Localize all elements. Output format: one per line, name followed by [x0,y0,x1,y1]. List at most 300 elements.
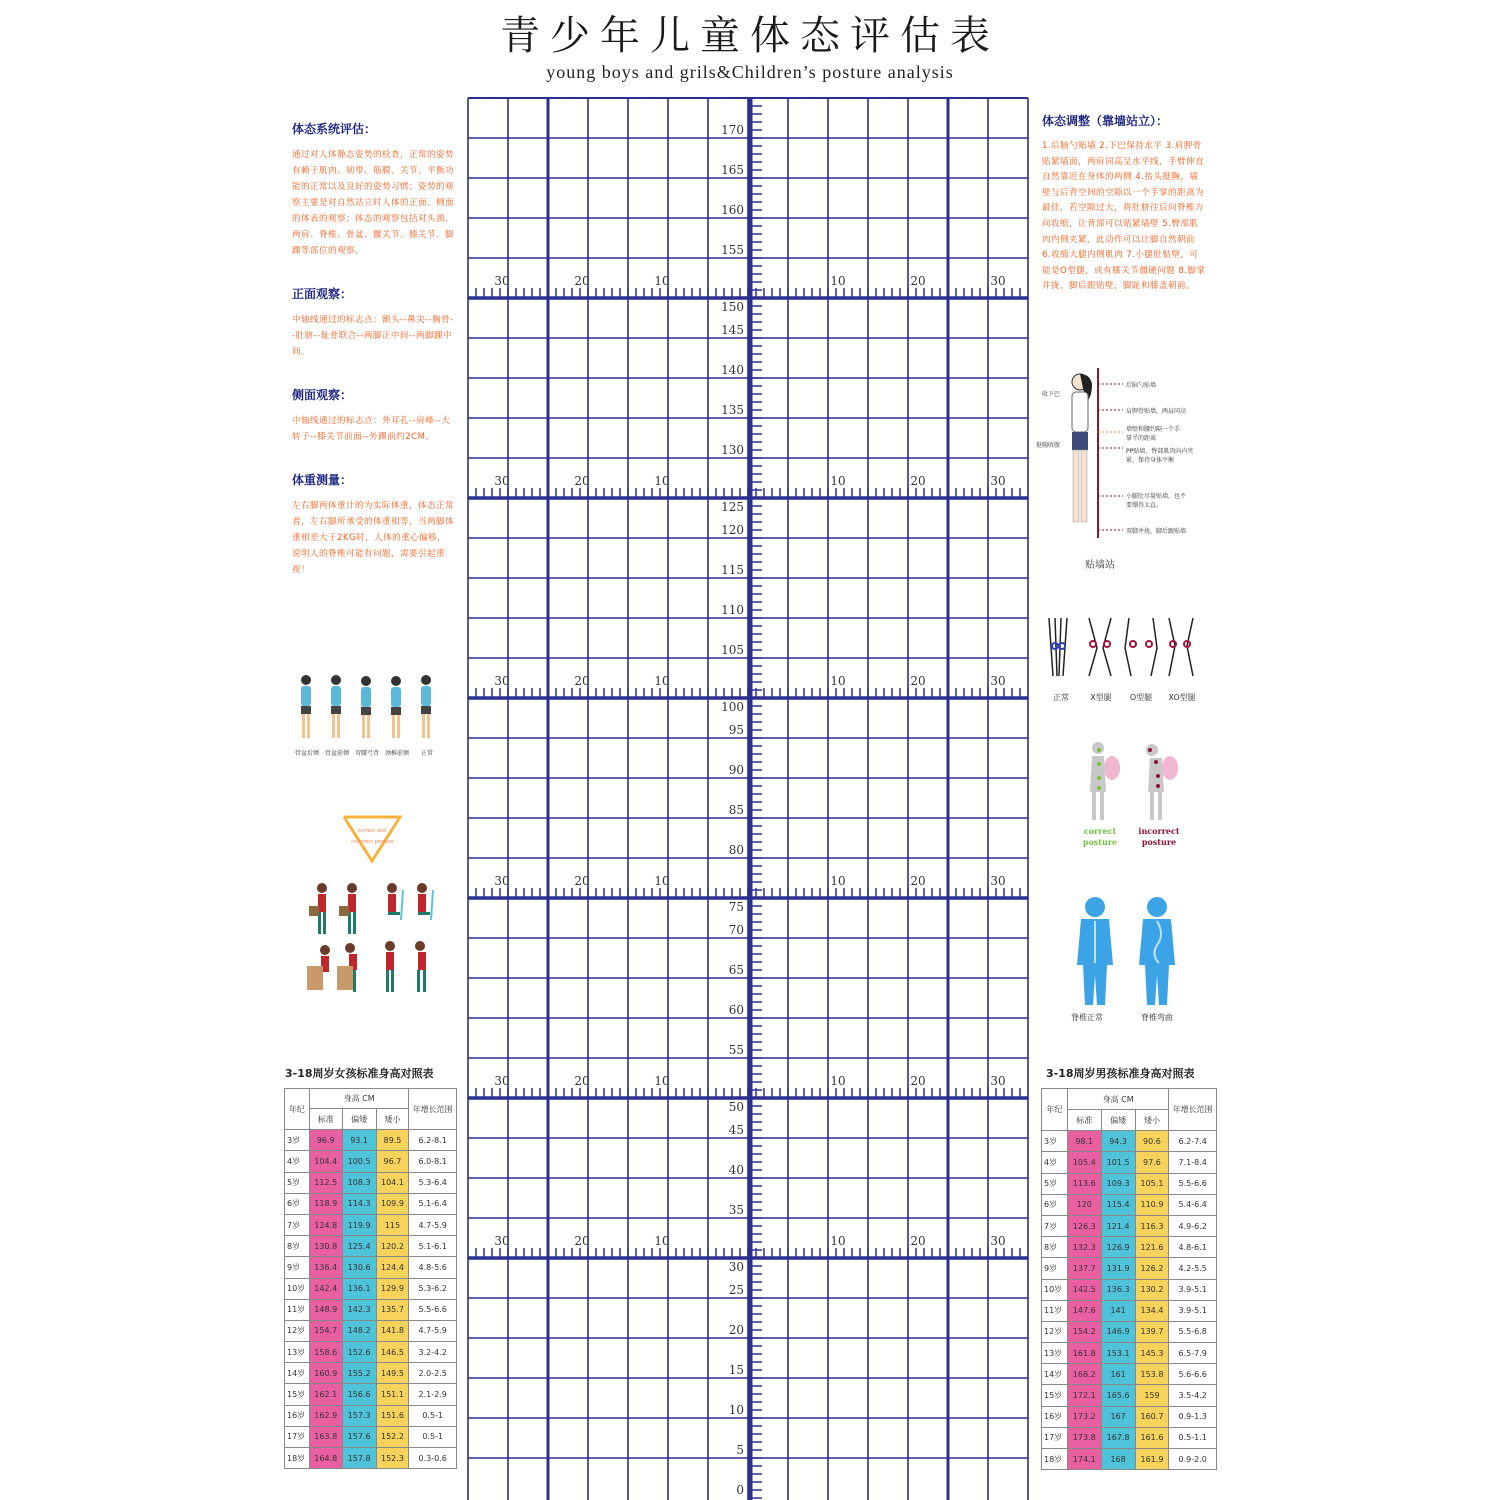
growth-range-cell: 5.1-6.4 [409,1193,457,1214]
section-body: 通过对人体静态姿势的检查，正常的姿势有赖于肌肉、韧带、筋膜、关节、平衡功能的正常以及良好的姿势习惯；姿势的观察主要是对自然站立时人体的正面、侧面的体表的观察；体态的观察包括对头颈、两肩、脊椎、骨盆、髋关节、膝关节、脚踝等部位的观察。 [292,150,455,256]
age-cell: 8岁 [1042,1237,1068,1258]
svg-text:10: 10 [830,474,846,488]
col-header-age: 年纪 [1042,1089,1068,1131]
svg-text:15: 15 [728,1363,744,1377]
wall-label-right: PP贴墙，臀部肌肉向内夹紧，保持身体平衡 [1126,448,1194,464]
below-average-cell: 152.6 [342,1342,376,1363]
age-cell: 18岁 [1042,1449,1068,1470]
age-cell: 15岁 [285,1384,310,1405]
svg-text:5: 5 [736,1443,744,1457]
section-heading: 体重测量： [292,473,353,487]
col-header-short: 矮小 [376,1109,409,1130]
below-average-cell: 167.8 [1101,1427,1135,1448]
short-stature-cell: 161.9 [1135,1449,1169,1470]
table-row [285,1278,457,1299]
standard-height-cell: 98.1 [1067,1131,1101,1152]
svg-text:30: 30 [494,1234,510,1248]
age-cell: 8岁 [285,1236,310,1257]
short-stature-cell: 161.6 [1135,1427,1169,1448]
section-heading: 体态系统评估： [292,122,377,136]
svg-text:40: 40 [728,1163,744,1177]
section-heading: 侧面观察： [292,388,353,402]
growth-range-cell: 0.3-0.6 [409,1448,457,1469]
growth-range-cell: 4.2-5.5 [1169,1258,1217,1279]
svg-text:125: 125 [721,500,744,514]
leg-type-label: 正常 [1053,693,1069,702]
standard-height-cell: 174.1 [1067,1449,1101,1470]
svg-text:30: 30 [494,874,510,888]
svg-text:30: 30 [494,274,510,288]
standard-height-cell: 126.3 [1067,1215,1101,1236]
age-cell: 5岁 [285,1172,310,1193]
short-stature-cell: 116.3 [1135,1215,1169,1236]
table-row [285,1426,457,1447]
short-stature-cell: 104.1 [376,1172,409,1193]
svg-text:10: 10 [830,674,846,688]
svg-text:10: 10 [654,474,670,488]
table-row [1042,1152,1217,1173]
below-average-cell: 136.1 [342,1278,376,1299]
short-stature-cell: 109.9 [376,1193,409,1214]
table-row [285,1342,457,1363]
below-average-cell: 157.6 [342,1426,376,1447]
standard-height-cell: 137.7 [1067,1258,1101,1279]
col-header-std: 标准 [309,1109,342,1130]
short-stature-cell: 121.6 [1135,1237,1169,1258]
growth-range-cell: 5.3-6.4 [409,1172,457,1193]
boys-table-title: 3-18周岁男孩标准身高对照表 [1046,1067,1195,1080]
svg-text:140: 140 [721,363,744,377]
correct-incorrect-posture-illustration [305,880,445,1000]
svg-text:10: 10 [654,1234,670,1248]
standard-height-cell: 154.2 [1067,1321,1101,1342]
age-cell: 15岁 [1042,1385,1068,1406]
svg-text:50: 50 [728,1100,744,1114]
standard-height-cell: 148.9 [309,1299,342,1320]
short-stature-cell: 120.2 [376,1236,409,1257]
growth-range-cell: 6.5-7.9 [1169,1343,1217,1364]
svg-text:25: 25 [728,1283,744,1297]
short-stature-cell: 130.2 [1135,1279,1169,1300]
svg-text:30: 30 [990,674,1006,688]
svg-text:20: 20 [910,1234,926,1248]
age-cell: 14岁 [285,1363,310,1384]
wall-label-left: 收下巴 [1042,391,1061,398]
svg-text:10: 10 [830,1234,846,1248]
below-average-cell: 168 [1101,1449,1135,1470]
triangle-text: incorrect posture [351,839,394,845]
age-cell: 4岁 [285,1151,310,1172]
table-row [285,1130,457,1151]
below-average-cell: 131.9 [1101,1258,1135,1279]
leg-types-illustration [1045,616,1205,686]
table-row [1042,1321,1217,1342]
growth-range-cell: 7.1-8.4 [1169,1152,1217,1173]
table-row [1042,1385,1217,1406]
svg-text:10: 10 [654,874,670,888]
standard-height-cell: 173.2 [1067,1406,1101,1427]
svg-text:30: 30 [990,274,1006,288]
age-cell: 11岁 [1042,1300,1068,1321]
col-header-low: 偏矮 [342,1109,376,1130]
below-average-cell: 119.9 [342,1214,376,1235]
section-body: 中轴线通过的标志点：额头--鼻尖--胸骨--肚脐--耻骨联合--两脚正中间--两脚踝中间。 [292,315,454,357]
wall-stand-figure [1060,368,1100,538]
boys-height-table [1041,1088,1217,1470]
below-average-cell: 126.9 [1101,1237,1135,1258]
svg-text:170: 170 [721,123,744,137]
growth-range-cell: 3.5-4.2 [1169,1385,1217,1406]
posture-label: 颈椎前倾 [384,750,409,757]
svg-text:115: 115 [721,563,744,577]
svg-text:10: 10 [830,1074,846,1088]
posture-label: 弯腰弓背 [354,750,379,757]
below-average-cell: 153.1 [1101,1343,1135,1364]
table-row [1042,1406,1217,1427]
table-row [1042,1300,1217,1321]
svg-text:20: 20 [574,1074,590,1088]
section-heading: 体态调整（靠墙站立）： [1042,114,1169,128]
section-heading: 正面观察： [292,287,353,301]
short-stature-cell: 115 [376,1214,409,1235]
age-cell: 13岁 [1042,1343,1068,1364]
table-row [1042,1258,1217,1279]
short-stature-cell: 135.7 [376,1299,409,1320]
below-average-cell: 94.3 [1101,1131,1135,1152]
growth-range-cell: 2.1-2.9 [409,1384,457,1405]
short-stature-cell: 149.5 [376,1363,409,1384]
svg-text:10: 10 [830,874,846,888]
table-row [285,1405,457,1426]
label-line: correct [1083,826,1117,836]
age-cell: 17岁 [285,1426,310,1447]
growth-range-cell: 3.9-5.1 [1169,1279,1217,1300]
standard-height-cell: 162.9 [309,1405,342,1426]
short-stature-cell: 152.2 [376,1426,409,1447]
age-cell: 7岁 [1042,1215,1068,1236]
leg-type-label: XO型腿 [1168,693,1196,702]
short-stature-cell: 134.4 [1135,1300,1169,1321]
svg-text:165: 165 [721,163,744,177]
label-line: incorrect [1138,826,1180,836]
growth-range-cell: 0.5-1 [409,1405,457,1426]
below-average-cell: 148.2 [342,1320,376,1341]
girls-table-title: 3-18周岁女孩标准身高对照表 [285,1067,434,1080]
leg-type-label: X型腿 [1090,693,1112,702]
standard-height-cell: 136.4 [309,1257,342,1278]
standard-height-cell: 161.8 [1067,1343,1101,1364]
standard-height-cell: 113.6 [1067,1173,1101,1194]
short-stature-cell: 124.4 [376,1257,409,1278]
table-row [285,1193,457,1214]
svg-text:30: 30 [494,474,510,488]
short-stature-cell: 153.8 [1135,1364,1169,1385]
svg-text:155: 155 [721,243,744,257]
table-row [1042,1237,1217,1258]
standard-height-cell: 147.6 [1067,1300,1101,1321]
below-average-cell: 156.6 [342,1384,376,1405]
svg-text:30: 30 [990,1074,1006,1088]
svg-text:20: 20 [574,274,590,288]
svg-text:145: 145 [721,323,744,337]
age-cell: 12岁 [285,1320,310,1341]
below-average-cell: 141 [1101,1300,1135,1321]
svg-text:10: 10 [830,274,846,288]
svg-text:20: 20 [910,474,926,488]
standard-height-cell: 158.6 [309,1342,342,1363]
short-stature-cell: 97.6 [1135,1152,1169,1173]
svg-text:80: 80 [728,843,744,857]
age-cell: 5岁 [1042,1173,1068,1194]
short-stature-cell: 126.2 [1135,1258,1169,1279]
age-cell: 14岁 [1042,1364,1068,1385]
below-average-cell: 121.4 [1101,1215,1135,1236]
growth-range-cell: 0.5-1 [409,1426,457,1447]
standard-height-cell: 142.4 [309,1278,342,1299]
age-cell: 10岁 [285,1278,310,1299]
short-stature-cell: 152.3 [376,1448,409,1469]
posture-label: 骨盆后倾 [294,750,319,757]
standard-height-cell: 112.5 [309,1172,342,1193]
svg-text:30: 30 [494,674,510,688]
below-average-cell: 157.8 [342,1448,376,1469]
spine-illustration [1065,895,1195,1010]
short-stature-cell: 110.9 [1135,1194,1169,1215]
short-stature-cell: 129.9 [376,1278,409,1299]
svg-text:75: 75 [728,900,744,914]
table-row [285,1257,457,1278]
col-header-range: 年增长范围 [409,1089,457,1130]
short-stature-cell: 90.6 [1135,1131,1169,1152]
short-stature-cell: 89.5 [376,1130,409,1151]
incorrect-posture-label [1135,826,1183,848]
short-stature-cell: 141.8 [376,1320,409,1341]
age-cell: 9岁 [285,1257,310,1278]
section-body: 左右脚两体重计的为实际体重，体态正常者，左右脚所承受的体重相等，当两脚体重相差大于2KG时，人体的重心偏移，说明人的脊椎可能有问题，需要引起重视！ [292,501,455,575]
age-cell: 6岁 [1042,1194,1068,1215]
below-average-cell: 157.3 [342,1405,376,1426]
short-stature-cell: 160.7 [1135,1406,1169,1427]
table-row [1042,1279,1217,1300]
svg-text:20: 20 [574,1234,590,1248]
standard-height-cell: 118.9 [309,1193,342,1214]
wall-label-right: 肩胛骨贴墙，两肩同高 [1126,408,1187,415]
svg-text:160: 160 [721,203,744,217]
svg-text:135: 135 [721,403,744,417]
table-row [1042,1364,1217,1385]
growth-range-cell: 5.5-6.6 [409,1299,457,1320]
short-stature-cell: 159 [1135,1385,1169,1406]
growth-range-cell: 5.1-6.1 [409,1236,457,1257]
correct-posture-label [1080,826,1120,848]
label-line: posture [1141,837,1177,847]
growth-range-cell: 5.5-6.8 [1169,1321,1217,1342]
triangle-text: correct and [357,828,387,834]
svg-text:130: 130 [721,443,744,457]
table-row [1042,1131,1217,1152]
table-row [285,1384,457,1405]
standard-height-cell: 160.9 [309,1363,342,1384]
growth-range-cell: 5.6-6.6 [1169,1364,1217,1385]
table-row [285,1299,457,1320]
svg-text:95: 95 [728,723,744,737]
leg-type-label: O型腿 [1129,693,1153,702]
table-row [1042,1427,1217,1448]
col-header-height: 身高 CM [309,1089,409,1109]
short-stature-cell: 96.7 [376,1151,409,1172]
growth-range-cell: 0.9-1.3 [1169,1406,1217,1427]
svg-text:70: 70 [728,923,744,937]
age-cell: 7岁 [285,1214,310,1235]
below-average-cell: 146.9 [1101,1321,1135,1342]
svg-text:10: 10 [728,1403,744,1417]
standard-height-cell: 132.3 [1067,1237,1101,1258]
svg-text:10: 10 [654,1074,670,1088]
age-cell: 17岁 [1042,1427,1068,1448]
below-average-cell: 167 [1101,1406,1135,1427]
posture-types-illustration [292,670,442,745]
svg-text:30: 30 [728,1260,744,1274]
wall-label-right: 后脑勺贴墙 [1126,382,1157,389]
table-row [285,1363,457,1384]
section-body: 1.后脑勺贴墙 2.下巴保持水平 3.肩胛骨贴紧墙面，两肩同高呈水平线，手臂伸直自然靠近在身体的两侧 4.抬头挺胸，墙壁与后背空间的空隙以一个手掌的距离为最佳，若空隙过大，将肚脐往后向脊椎方向收缩，让背部可以贴紧墙壁 5.臀部肌肉内侧夹紧，此动作可以让脚自然朝前 6.收缩大腿内侧肌肉 7.小腿肚贴壁，可能是O型腿，或有膝关节僵硬问题 8.脚掌并拢，脚后跟贴壁，脚趾和膝盖朝前。 [1042,141,1206,292]
svg-text:90: 90 [728,763,744,777]
age-cell: 16岁 [285,1405,310,1426]
below-average-cell: 165.6 [1101,1385,1135,1406]
svg-text:20: 20 [574,474,590,488]
age-cell: 4岁 [1042,1152,1068,1173]
age-cell: 6岁 [285,1193,310,1214]
age-cell: 11岁 [285,1299,310,1320]
below-average-cell: 125.4 [342,1236,376,1257]
svg-text:20: 20 [728,1323,744,1337]
table-row [1042,1449,1217,1470]
table-row [285,1448,457,1469]
table-row [285,1214,457,1235]
table-row [285,1151,457,1172]
svg-text:120: 120 [721,523,744,537]
growth-range-cell: 5.3-6.2 [409,1278,457,1299]
svg-text:0: 0 [736,1483,744,1497]
svg-text:20: 20 [910,674,926,688]
spine-normal-label: 脊椎正常 [1071,1013,1103,1022]
table-row [285,1172,457,1193]
standard-height-cell: 163.8 [309,1426,342,1447]
growth-range-cell: 6.0-8.1 [409,1151,457,1172]
svg-text:65: 65 [728,963,744,977]
wall-label-right: 双脚并拢，脚后跟贴墙 [1126,528,1187,535]
below-average-cell: 161 [1101,1364,1135,1385]
age-cell: 18岁 [285,1448,310,1469]
age-cell: 3岁 [1042,1131,1068,1152]
growth-range-cell: 6.2-8.1 [409,1130,457,1151]
short-stature-cell: 139.7 [1135,1321,1169,1342]
wall-label-left: 挺胸收腹 [1036,442,1061,449]
col-header-height: 身高 CM [1067,1089,1169,1110]
growth-range-cell: 3.9-5.1 [1169,1300,1217,1321]
standard-height-cell: 120 [1067,1194,1101,1215]
standard-height-cell: 124.8 [309,1214,342,1235]
growth-range-cell: 2.0-2.5 [409,1363,457,1384]
standard-height-cell: 130.8 [309,1236,342,1257]
below-average-cell: 115.4 [1101,1194,1135,1215]
age-cell: 10岁 [1042,1279,1068,1300]
svg-text:30: 30 [990,1234,1006,1248]
growth-range-cell: 0.5-1.1 [1169,1427,1217,1448]
growth-range-cell: 4.8-5.6 [409,1257,457,1278]
below-average-cell: 100.5 [342,1151,376,1172]
short-stature-cell: 146.5 [376,1342,409,1363]
short-stature-cell: 105.1 [1135,1173,1169,1194]
svg-text:105: 105 [721,643,744,657]
below-average-cell: 136.3 [1101,1279,1135,1300]
svg-text:110: 110 [721,603,744,617]
svg-text:150: 150 [721,300,744,314]
growth-range-cell: 6.2-7.4 [1169,1131,1217,1152]
standard-height-cell: 104.4 [309,1151,342,1172]
wall-stand-caption: 贴墙站 [1085,560,1115,571]
short-stature-cell: 151.1 [376,1384,409,1405]
standard-height-cell: 162.1 [309,1384,342,1405]
col-header-range: 年增长范围 [1169,1089,1217,1131]
label-line: posture [1082,837,1118,847]
col-header-age: 年纪 [285,1089,310,1130]
below-average-cell: 114.3 [342,1193,376,1214]
below-average-cell: 93.1 [342,1130,376,1151]
short-stature-cell: 145.3 [1135,1343,1169,1364]
age-cell: 13岁 [285,1342,310,1363]
svg-text:10: 10 [654,274,670,288]
svg-text:30: 30 [990,874,1006,888]
svg-text:85: 85 [728,803,744,817]
growth-range-cell: 0.9-2.0 [1169,1449,1217,1470]
svg-text:20: 20 [574,874,590,888]
svg-text:20: 20 [910,874,926,888]
standard-height-cell: 173.8 [1067,1427,1101,1448]
short-stature-cell: 151.6 [376,1405,409,1426]
svg-text:100: 100 [721,700,744,714]
below-average-cell: 108.3 [342,1172,376,1193]
age-cell: 16岁 [1042,1406,1068,1427]
standard-height-cell: 164.8 [309,1448,342,1469]
standard-height-cell: 168.2 [1067,1364,1101,1385]
below-average-cell: 101.5 [1101,1152,1135,1173]
svg-text:30: 30 [990,474,1006,488]
age-cell: 3岁 [285,1130,310,1151]
below-average-cell: 130.6 [342,1257,376,1278]
standard-height-cell: 172.1 [1067,1385,1101,1406]
growth-range-cell: 3.2-4.2 [409,1342,457,1363]
col-header-std: 标准 [1067,1110,1101,1131]
standard-height-cell: 142.5 [1067,1279,1101,1300]
age-cell: 12岁 [1042,1321,1068,1342]
table-row [285,1236,457,1257]
girls-height-table [284,1088,457,1469]
page-title: 青少年儿童体态评估表 [500,13,1000,59]
table-row [1042,1194,1217,1215]
wall-label-right: 小腿肚尽量贴墙，也不要绷得太直。 [1126,493,1187,509]
svg-text:45: 45 [728,1123,744,1137]
svg-text:35: 35 [728,1203,744,1217]
growth-range-cell: 4.7-5.9 [409,1320,457,1341]
wall-label-right: 墙壁和腰约隔一个手掌半的距离 [1126,426,1181,442]
section-body: 中轴线通过的标志点：外耳孔--肩峰--大转子--膝关节前面--外踝前约2CM。 [292,416,451,442]
spine-curved-label: 脊椎弯曲 [1141,1013,1173,1022]
table-row [285,1320,457,1341]
svg-text:60: 60 [728,1003,744,1017]
svg-text:20: 20 [910,1074,926,1088]
posture-label: 正常 [420,750,433,757]
